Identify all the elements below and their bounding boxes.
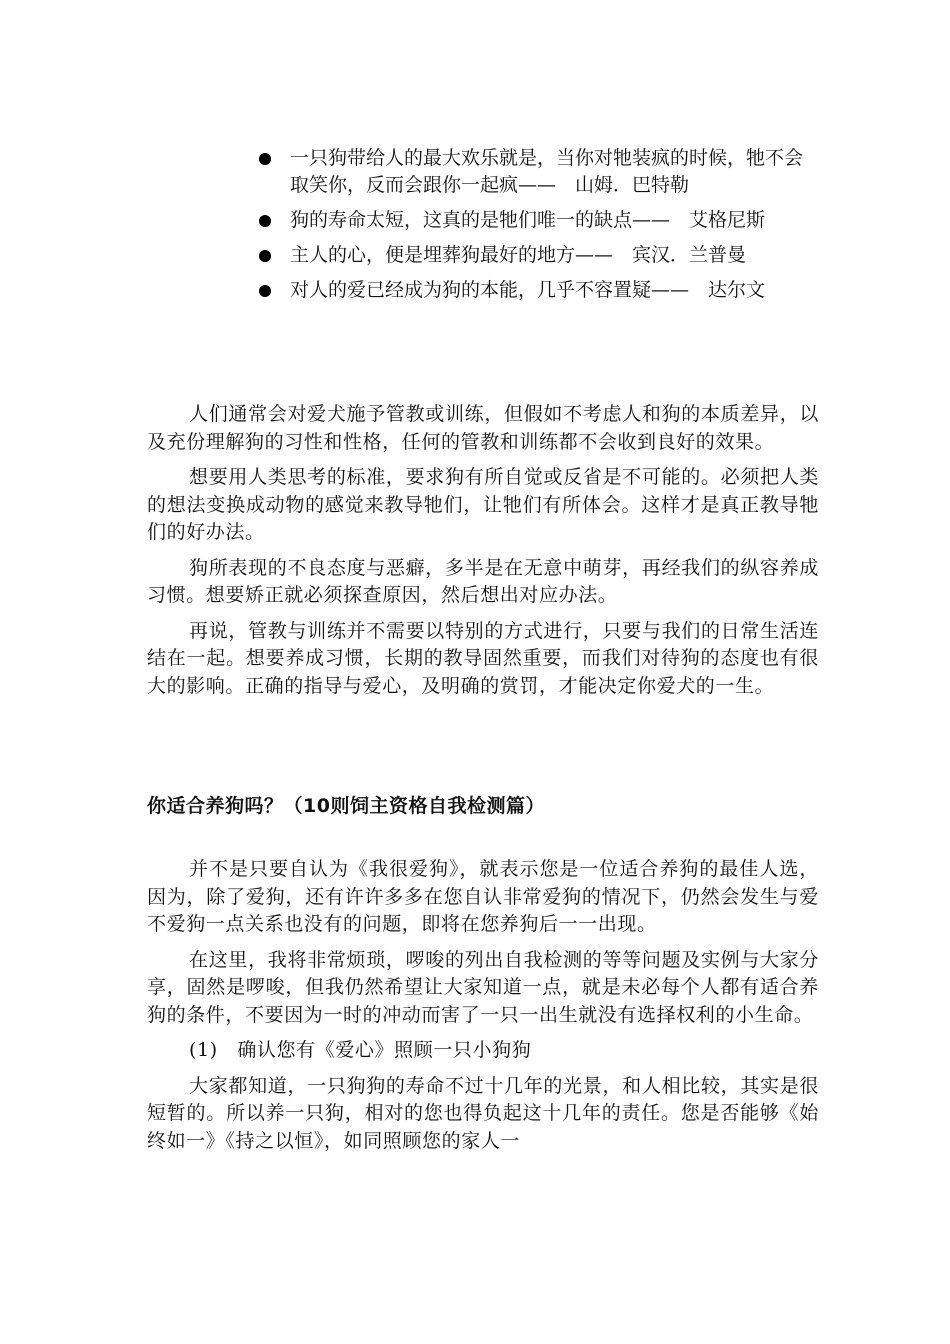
body-paragraph: 在这里，我将非常烦琐，啰唆的列出自我检测的等等问题及实例与大家分享，固然是啰唆，但我仍然希望让大家知道一点，就是未必每个人都有适合养狗的条件，不要因为一时的冲动而害了一只一出生就没有选择权利的小生命。 [147,948,819,1026]
body-paragraph: 狗所表现的不良态度与恶癖，多半是在无意中萌芽，再经我们的纵容养成习惯。想要矫正就必须探查原因，然后想出对应办法。 [147,556,819,606]
section-heading: 你适合养狗吗？（10则饲主资格自我检测篇） [147,795,545,817]
quote-item [256,242,816,269]
body-paragraph: 人们通常会对爱犬施予管教或训练，但假如不考虑人和狗的本质差异，以及充份理解狗的习性和性格，任何的管教和训练都不会收到良好的效果。 [147,403,819,453]
quote-text: 一只狗带给人的最大欢乐就是，当你对牠装疯的时候，牠不会取笑你，反而会跟你一起疯—— 山姆．巴特勒 [290,147,804,196]
owner-check-section [147,856,819,1163]
quote-item [256,145,816,199]
quote-list [256,145,816,312]
quote-text: 狗的寿命太短，这真的是牠们唯一的缺点—— 艾格尼斯 [290,209,766,231]
quote-item [256,277,816,304]
checklist-item-heading: (1) 确认您有《爱心》照顾一只小狗狗 [189,1039,532,1061]
body-paragraph: 想要用人类思考的标准，要求狗有所自觉或反省是不可能的。必须把人类的想法变换成动物的感觉来教导牠们，让牠们有所体会。这样才是真正教导牠们的好办法。 [147,466,819,543]
training-section [147,401,819,708]
bullet-dot-icon [259,153,271,165]
bullet-dot-icon [259,250,271,262]
body-paragraph: 大家都知道，一只狗狗的寿命不过十几年的光景，和人相比较，其实是很短暂的。所以养一只狗，相对的您也得负起这十几年的责任。您是否能够《始终如一》《持之以恒》，如同照顾您的家人一 [147,1074,819,1152]
bullet-dot-icon [259,215,271,227]
quote-text: 主人的心，便是埋葬狗最好的地方—— 宾汉．兰普曼 [290,244,747,266]
body-paragraph: 并不是只要自认为《我很爱狗》，就表示您是一位适合养狗的最佳人选，因为，除了爱狗，还有许许多多在您自认非常爱狗的情况下，仍然会发生与爱不爱狗一点关系也没有的问题，即将在您养狗后一一出现。 [147,858,819,935]
quote-text: 对人的爱已经成为狗的本能，几乎不容置疑—— 达尔文 [290,279,766,301]
quote-item [256,207,816,234]
body-paragraph: 再说，管教与训练并不需要以特别的方式进行，只要与我们的日常生活连结在一起。想要养成习惯，长期的教导固然重要，而我们对待狗的态度也有很大的影响。正确的指导与爱心，及明确的赏罚，才能决定你爱犬的一生。 [147,619,819,697]
bullet-dot-icon [259,285,271,297]
